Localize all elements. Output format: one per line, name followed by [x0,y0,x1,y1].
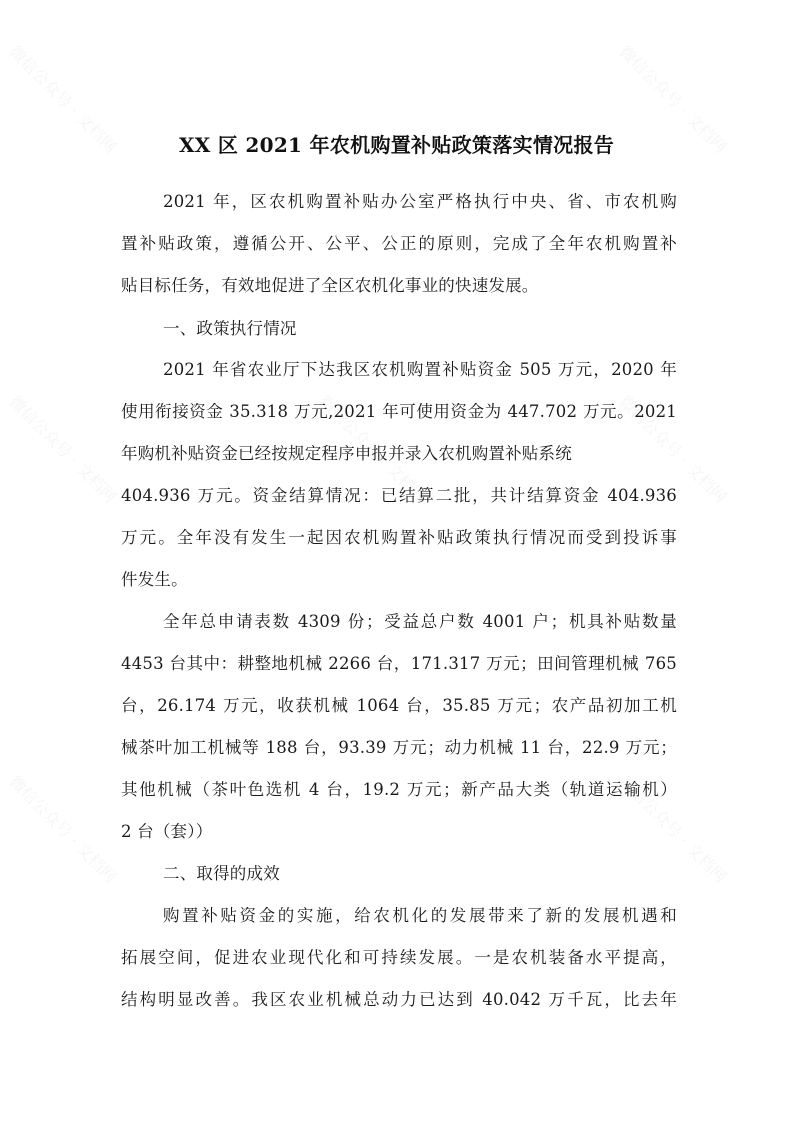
paragraph-line: 2 台（套）） [121,822,213,841]
paragraph-line: 购置补贴资金的实施，给农机化的发展带来了新的发展机遇和 [163,906,677,925]
paragraph-line: 置补贴政策，遵循公开、公平、公正的原则，完成了全年农机购置补 [121,234,677,253]
paragraph-line: 404.936 万元。资金结算情况：已结算二批，共计结算资金 404.936 [121,486,677,505]
section-heading: 一、政策执行情况 [163,319,297,338]
paragraph-line: 件发生。 [121,570,188,589]
document-title: XX 区 2021 年农机购置补贴政策落实情况报告 [178,133,615,157]
paragraph-line: 万元。全年没有发生一起因农机购置补贴政策执行情况而受到投诉事 [121,528,677,547]
watermark: 微信公众号 · 文档网 [5,41,121,157]
paragraph-line: 贴目标任务，有效地促进了全区农机化事业的快速发展。 [121,276,539,295]
paragraph-line: 2021 年省农业厅下达我区农机购置补贴资金 505 万元，2020 年 [163,360,677,379]
watermark: 微信公众号 · 文档网 [315,391,431,507]
watermark: 微信公众号 · 文档网 [615,391,731,507]
paragraph-line: 结构明显改善。我区农业机械总动力已达到 40.042 万千瓦，比去年 [121,990,677,1009]
paragraph-line: 4453 台其中：耕整地机械 2266 台，171.317 万元；田间管理机械 765 [121,654,677,673]
watermark: 微信公众号 · 文档网 [615,41,731,157]
paragraph-line: 拓展空间，促进农业现代化和可持续发展。一是农机装备水平提高， [121,948,677,967]
watermark: 微信公众号 · 文档网 [615,771,731,887]
paragraph-line: 台，26.174 万元，收获机械 1064 台，35.85 万元；农产品初加工机 [121,696,677,715]
paragraph-line: 全年总申请表数 4309 份；受益总户数 4001 户；机具补贴数量 [163,612,677,631]
paragraph-line: 使用衔接资金 35.318 万元,2021 年可使用资金为 447.702 万元。2021 [121,402,677,421]
watermark: 微信公众号 · 文档网 [5,391,121,507]
paragraph-line: 年购机补贴资金已经按规定程序申报并录入农机购置补贴系统 [121,444,572,463]
paragraph-line: 2021 年，区农机购置补贴办公室严格执行中央、省、市农机购 [163,192,677,211]
watermark: 微信公众号 · 文档网 [5,771,121,887]
paragraph-line: 其他机械（茶叶色选机 4 台，19.2 万元；新产品大类（轨道运输机） [121,780,677,799]
paragraph-line: 械茶叶加工机械等 188 台，93.39 万元；动力机械 11 台，22.9 万元； [121,738,677,757]
section-heading: 二、取得的成效 [163,864,280,883]
